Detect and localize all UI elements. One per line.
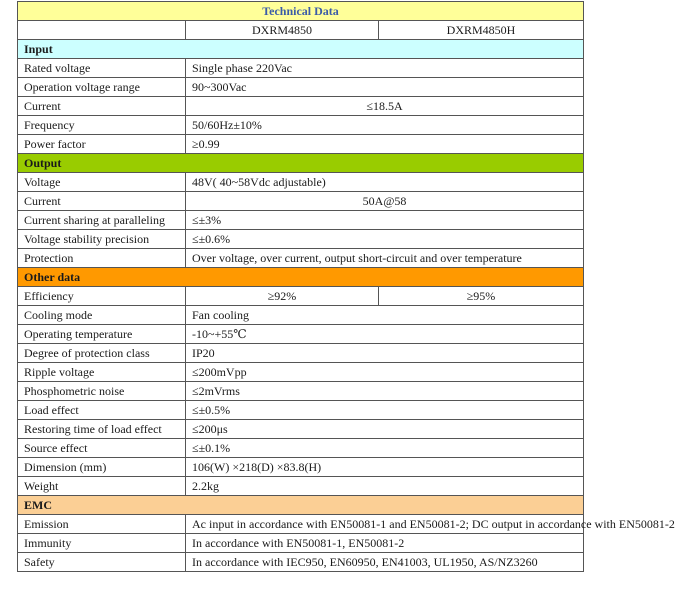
- table-row: [18, 382, 584, 401]
- param-value: In accordance with IEC950, EN60950, EN41003, UL1950, AS/NZ3260: [186, 553, 584, 572]
- param-value: ≤±0.1%: [186, 439, 584, 458]
- param-value: 50/60Hz±10%: [186, 116, 584, 135]
- table-row: [18, 97, 584, 116]
- param-value: Ac input in accordance with EN50081-1 and EN50081-2; DC output in accordance with EN50081-2: [186, 515, 584, 534]
- section-header-output: [18, 154, 584, 173]
- param-label: Cooling mode: [18, 306, 186, 325]
- section-header-input: [18, 40, 584, 59]
- section-header-emc: [18, 496, 584, 515]
- table-row: [18, 363, 584, 382]
- table-row: [18, 230, 584, 249]
- param-value: 50A@58: [186, 192, 584, 211]
- param-value: ≤±0.5%: [186, 401, 584, 420]
- section-header-other-data: [18, 268, 584, 287]
- model-header-blank: [18, 21, 186, 40]
- table-row: [18, 458, 584, 477]
- param-label: Source effect: [18, 439, 186, 458]
- table-row: [18, 306, 584, 325]
- param-value: Single phase 220Vac: [186, 59, 584, 78]
- param-label: Safety: [18, 553, 186, 572]
- table-row: [18, 287, 584, 306]
- section-label: Other data: [18, 268, 584, 287]
- section-label: Input: [18, 40, 584, 59]
- param-value: ≤200mVpp: [186, 363, 584, 382]
- param-value: ≥0.99: [186, 135, 584, 154]
- param-value: 2.2kg: [186, 477, 584, 496]
- param-label: Power factor: [18, 135, 186, 154]
- param-value: IP20: [186, 344, 584, 363]
- model-name: DXRM4850: [186, 21, 379, 40]
- table-row: [18, 192, 584, 211]
- param-value: ≤200μs: [186, 420, 584, 439]
- param-label: Restoring time of load effect: [18, 420, 186, 439]
- param-label: Weight: [18, 477, 186, 496]
- param-value: ≤2mVrms: [186, 382, 584, 401]
- table-row: [18, 477, 584, 496]
- technical-data-table: [17, 1, 675, 572]
- table-row: [18, 78, 584, 97]
- model-header-row: [18, 21, 584, 40]
- param-label: Frequency: [18, 116, 186, 135]
- param-value: ≤±3%: [186, 211, 584, 230]
- param-value-model-a: ≥92%: [186, 287, 379, 306]
- section-label: EMC: [18, 496, 584, 515]
- table-row: [18, 439, 584, 458]
- param-label: Operating temperature: [18, 325, 186, 344]
- table-row: [18, 116, 584, 135]
- param-value: ≤18.5A: [186, 97, 584, 116]
- param-label: Rated voltage: [18, 59, 186, 78]
- table-row: [18, 249, 584, 268]
- param-label: Current sharing at paralleling: [18, 211, 186, 230]
- param-value: In accordance with EN50081-1, EN50081-2: [186, 534, 584, 553]
- table-title: Technical Data: [18, 2, 584, 21]
- param-label: Current: [18, 97, 186, 116]
- table-row: [18, 211, 584, 230]
- param-label: Protection: [18, 249, 186, 268]
- param-value: ≤±0.6%: [186, 230, 584, 249]
- param-label: Current: [18, 192, 186, 211]
- section-label: Output: [18, 154, 584, 173]
- param-value: Over voltage, over current, output short-circuit and over temperature: [186, 249, 584, 268]
- param-value: 90~300Vac: [186, 78, 584, 97]
- table-title-row: [18, 2, 584, 21]
- table-row: [18, 325, 584, 344]
- table-row: [18, 59, 584, 78]
- param-value: -10~+55℃: [186, 325, 584, 344]
- table-row: [18, 515, 584, 534]
- param-label: Phosphometric noise: [18, 382, 186, 401]
- param-value-model-b: ≥95%: [379, 287, 584, 306]
- table-row: [18, 553, 584, 572]
- param-value: 106(W) ×218(D) ×83.8(H): [186, 458, 584, 477]
- param-label: Load effect: [18, 401, 186, 420]
- table-row: [18, 420, 584, 439]
- param-value: Fan cooling: [186, 306, 584, 325]
- param-label: Voltage: [18, 173, 186, 192]
- param-value: 48V( 40~58Vdc adjustable): [186, 173, 584, 192]
- table-row: [18, 344, 584, 363]
- param-label: Emission: [18, 515, 186, 534]
- param-label: Dimension (mm): [18, 458, 186, 477]
- table-row: [18, 135, 584, 154]
- param-label: Degree of protection class: [18, 344, 186, 363]
- model-name: DXRM4850H: [379, 21, 584, 40]
- param-label: Voltage stability precision: [18, 230, 186, 249]
- param-label: Operation voltage range: [18, 78, 186, 97]
- table-row: [18, 534, 584, 553]
- param-label: Ripple voltage: [18, 363, 186, 382]
- param-label: Immunity: [18, 534, 186, 553]
- table-row: [18, 401, 584, 420]
- param-label: Efficiency: [18, 287, 186, 306]
- table-row: [18, 173, 584, 192]
